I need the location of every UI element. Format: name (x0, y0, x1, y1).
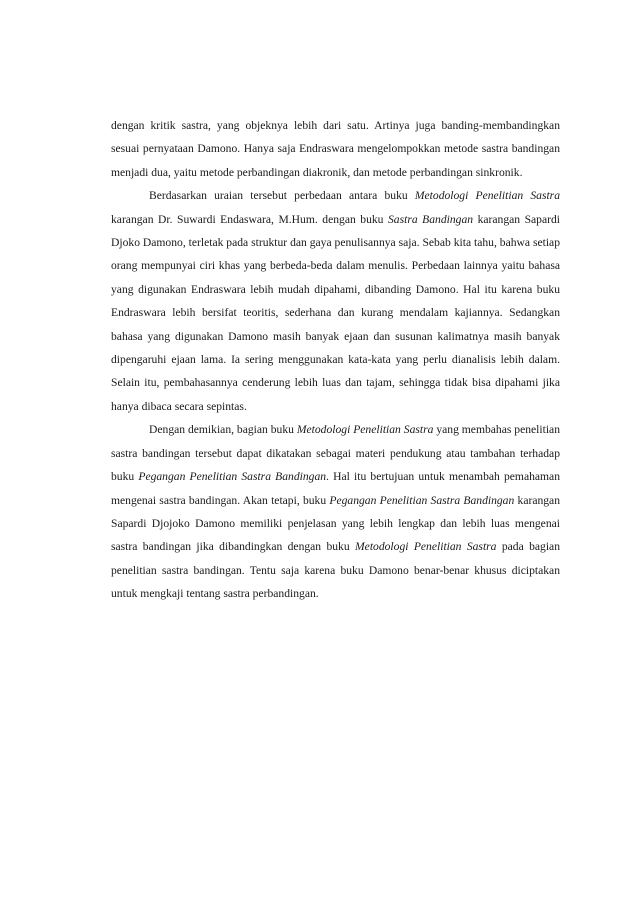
body-text (111, 114, 560, 606)
paragraph-2-text: karangan Dr. Suwardi Endaswara, M.Hum. dengan buku (111, 212, 388, 226)
paragraph-3-text: Dengan demikian, bagian buku (149, 423, 297, 437)
paragraph-2-text: Berdasarkan uraian tersebut perbedaan antara buku (149, 189, 415, 203)
book-title: Metodologi Penelitian Sastra (296, 423, 434, 437)
paragraph-3-text: pada bagian penelitian sastra bandingan. Tentu saja karena buku Damono benar-benar khusus diciptakan untuk mengkaji tentang sastra perbandingan. (111, 540, 560, 601)
paragraph-1-text: dengan kritik sastra, yang objeknya lebih dari satu. Artinya juga banding-membandingkan sesuai pernyataan Damono. Hanya saja Endraswara mengelompokkan metode sastra bandingan menjadi dua, yaitu metode perbandingan diakronik, dan metode perbandingan sinkronik. (111, 119, 560, 179)
paragraph-3 (111, 418, 560, 605)
book-title: Pegangan Penelitian Sastra Bandingan (329, 493, 515, 507)
book-title: Metodologi Penelitian Sastra (414, 189, 560, 203)
book-title: Sastra Bandingan (388, 212, 474, 226)
book-title: Metodologi Penelitian Sastra (355, 540, 497, 554)
paragraph-1 (111, 114, 560, 184)
paragraph-2 (111, 184, 560, 418)
paragraph-2-text: karangan Sapardi Djoko Damono, terletak pada struktur dan gaya penulisannya saja. Sebab kita tahu, bahwa setiap orang mempunyai ciri khas yang berbeda-beda dalam menulis. Perbedaan lainnya yaitu bahasa yang digunakan Endraswara lebih mudah dipahami, dibanding Damono. Hal itu karena buku Endraswara lebih bersifat teoritis, sederhana dan kurang mendalam kajiannya. Sedangkan bahasa yang digunakan Damono masih banyak ejaan dan susunan kalimatnya masih banyak dipengaruhi ejaan lama. Ia sering menggunakan kata-kata yang perlu dianalisis lebih dalam. Selain itu, pembahasannya cenderung lebih luas dan tajam, sehingga tidak bisa dipahami jika hanya dibaca secara sepintas. (111, 212, 560, 413)
paragraph-3-text: karangan Sapardi Djojoko Damono memiliki penjelasan yang lebih lengkap dan lebih luas mengenai sastra bandingan jika dibandingkan dengan buku (111, 493, 561, 554)
book-title: Pegangan Penelitian Sastra Bandingan (138, 470, 327, 484)
paragraph-3-text: yang membahas penelitian sastra bandingan tersebut dapat dikatakan sebagai materi pendukung atau tambahan terhadap buku (111, 423, 560, 484)
paragraph-3-text: . Hal itu bertujuan untuk menambah pemahaman mengenai sastra bandingan. Akan tetapi, buku (111, 470, 560, 507)
